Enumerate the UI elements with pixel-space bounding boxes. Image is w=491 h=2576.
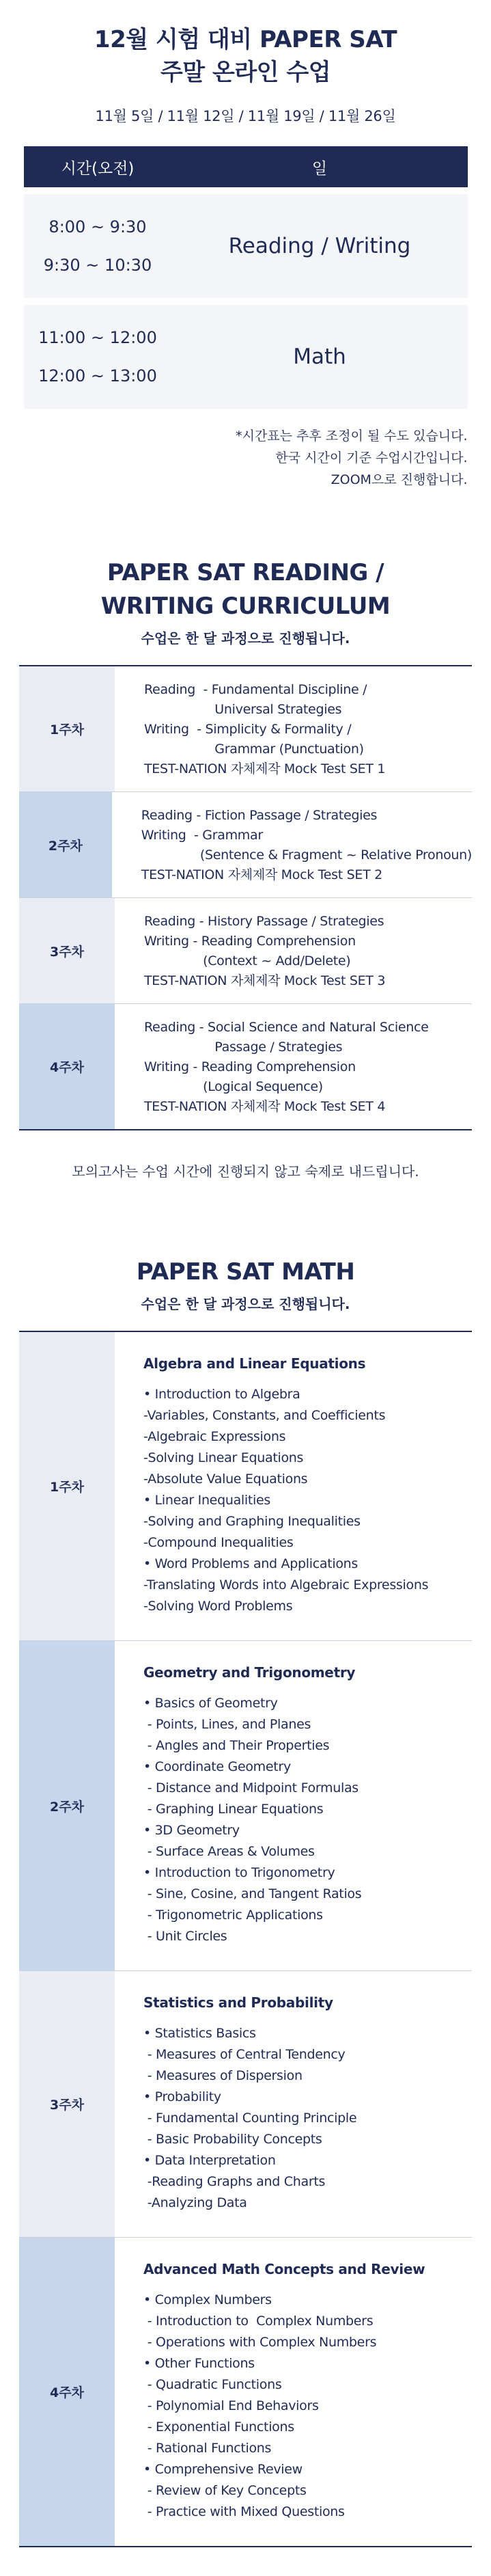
week-label: 3주차 [19, 1971, 115, 2237]
topic-item: -Translating Words into Algebraic Expressions [143, 1577, 429, 1592]
topic-item: • Word Problems and Applications [143, 1556, 358, 1571]
schedule-row-reading [24, 194, 468, 298]
page-title-line1: 12월 시험 대비 PAPER SAT [94, 26, 397, 53]
week-label: 1주차 [19, 1332, 115, 1640]
curriculum-line: TEST-NATION 자체제작 Mock Test SET 4 [144, 1099, 386, 1114]
topic-item: - Introduction to Complex Numbers [143, 2314, 374, 2329]
curriculum-line: Grammar (Punctuation) [144, 742, 364, 757]
schedule-times [24, 305, 172, 409]
topic-item: - Trigonometric Applications [143, 1908, 323, 1923]
topic-item: -Solving Linear Equations [143, 1450, 304, 1465]
schedule-times [24, 194, 172, 298]
topic-item: - Angles and Their Properties [143, 1738, 330, 1753]
week-content [112, 792, 472, 897]
topic-item: - Unit Circles [143, 1929, 227, 1944]
curriculum-line: Reading - History Passage / Strategies [144, 914, 384, 929]
topic-item: • 3D Geometry [143, 1823, 240, 1838]
week-content [115, 898, 472, 1003]
week-label: 4주차 [19, 1004, 115, 1129]
reading-title-line2: WRITING CURRICULUM [100, 593, 391, 620]
math-week-row [19, 1332, 472, 1640]
topic-item: - Graphing Linear Equations [143, 1802, 324, 1817]
topic-item: -Solving and Graphing Inequalities [143, 1514, 361, 1529]
schedule-subject: Math [293, 344, 346, 369]
topic-item: - Polynomial End Behaviors [143, 2398, 319, 2413]
curriculum-line: Reading - Fiction Passage / Strategies [141, 808, 378, 823]
schedule-row-math [24, 305, 468, 409]
topic-item: -Absolute Value Equations [143, 1472, 308, 1487]
topic-item: - Measures of Central Tendency [143, 2047, 346, 2062]
topic-item: -Algebraic Expressions [143, 1429, 286, 1444]
math-subtitle: 수업은 한 달 과정으로 진행됩니다. [141, 1296, 350, 1312]
topic-item: • Introduction to Trigonometry [143, 1865, 335, 1880]
schedule-note: *시간표는 추후 조정이 될 수도 있습니다. [236, 429, 468, 444]
curriculum-line: Reading - Social Science and Natural Science [144, 1020, 429, 1035]
week-content [115, 666, 472, 791]
topic-item: -Reading Graphs and Charts [143, 2174, 326, 2189]
week-content [115, 1004, 472, 1129]
class-dates: 11월 5일 / 11월 12일 / 11월 19일 / 11월 26일 [95, 108, 396, 124]
topic-item: • Statistics Basics [143, 2026, 256, 2041]
curriculum-line: Writing - Reading Comprehension [144, 1059, 356, 1074]
topic-item: - Measures of Dispersion [143, 2068, 303, 2083]
topic-item: - Basic Probability Concepts [143, 2132, 322, 2147]
topic-item: -Solving Word Problems [143, 1599, 293, 1614]
week-label: 2주차 [19, 792, 112, 897]
schedule-note: 한국 시간이 기준 수업시간입니다. [275, 450, 468, 465]
curriculum-line: Writing - Grammar [141, 828, 263, 843]
week-topic: Algebra and Linear Equations [143, 1355, 366, 1372]
topic-item: • Basics of Geometry [143, 1696, 278, 1711]
topic-item: - Rational Functions [143, 2441, 272, 2456]
math-week-row [19, 2237, 472, 2546]
schedule-time: 11:00 ~ 12:00 [38, 328, 157, 347]
week-content [115, 1332, 472, 1640]
topic-item: - Surface Areas & Volumes [143, 1844, 315, 1859]
week-topic: Geometry and Trigonometry [143, 1664, 356, 1681]
curriculum-line: Passage / Strategies [144, 1040, 343, 1055]
reading-subtitle: 수업은 한 달 과정으로 진행됩니다. [141, 630, 350, 647]
topic-item: • Coordinate Geometry [143, 1759, 291, 1774]
reading-week-row [19, 666, 472, 791]
week-label: 4주차 [19, 2238, 115, 2546]
reading-week-row [19, 791, 472, 897]
topic-item: • Probability [143, 2089, 221, 2104]
schedule-time: 8:00 ~ 9:30 [48, 217, 147, 236]
topic-item: -Variables, Constants, and Coefficients [143, 1408, 386, 1423]
curriculum-line: TEST-NATION 자체제작 Mock Test SET 3 [144, 973, 386, 988]
page-title-line2: 주말 온라인 수업 [160, 59, 331, 86]
curriculum-line: (Sentence & Fragment ~ Relative Pronoun) [141, 848, 472, 863]
curriculum-line: Writing - Reading Comprehension [144, 934, 356, 949]
curriculum-line: (Logical Sequence) [144, 1079, 323, 1094]
reading-week-row [19, 1003, 472, 1129]
week-label: 1주차 [19, 666, 115, 791]
header [0, 0, 491, 126]
topic-item: -Analyzing Data [143, 2195, 247, 2210]
schedule-header [24, 146, 468, 187]
schedule-table [24, 146, 468, 409]
reading-footnote: 모의고사는 수업 시간에 진행되지 않고 숙제로 내드립니다. [72, 1163, 419, 1180]
reading-week-row [19, 897, 472, 1003]
schedule-col-time: 시간(오전) [61, 159, 135, 178]
topic-item: • Linear Inequalities [143, 1493, 270, 1508]
week-content [115, 2238, 472, 2546]
topic-item: - Sine, Cosine, and Tangent Ratios [143, 1886, 362, 1901]
week-label: 2주차 [19, 1641, 115, 1970]
topic-item: - Distance and Midpoint Formulas [143, 1780, 359, 1795]
topic-item: - Fundamental Counting Principle [143, 2111, 357, 2126]
curriculum-line: Universal Strategies [144, 702, 342, 717]
curriculum-line: (Context ~ Add/Delete) [144, 953, 351, 968]
topic-item: • Data Interpretation [143, 2153, 276, 2168]
topic-item: - Exponential Functions [143, 2419, 294, 2435]
reading-title-line1: PAPER SAT READING / [107, 559, 384, 586]
curriculum-line: TEST-NATION 자체제작 Mock Test SET 2 [141, 867, 382, 882]
curriculum-line: Reading - Fundamental Discipline / [144, 682, 367, 697]
math-title: PAPER SAT MATH [136, 1258, 355, 1286]
curriculum-line: TEST-NATION 자체제작 Mock Test SET 1 [144, 761, 386, 776]
schedule-notes [24, 425, 468, 491]
topic-item: - Operations with Complex Numbers [143, 2335, 377, 2350]
topic-item: - Points, Lines, and Planes [143, 1717, 311, 1732]
week-content [115, 1971, 472, 2237]
topic-item: • Other Functions [143, 2356, 255, 2371]
math-week-row [19, 1970, 472, 2237]
curriculum-line: Writing - Simplicity & Formality / [144, 722, 352, 737]
topic-item: - Review of Key Concepts [143, 2483, 307, 2498]
reading-curriculum-table [19, 665, 472, 1130]
topic-item: - Quadratic Functions [143, 2377, 282, 2392]
topic-item: • Complex Numbers [143, 2292, 272, 2307]
schedule-time: 9:30 ~ 10:30 [43, 256, 152, 275]
schedule-note: ZOOM으로 진행합니다. [331, 472, 468, 487]
week-topic: Statistics and Probability [143, 1994, 333, 2011]
week-label: 3주차 [19, 898, 115, 1003]
topic-item: - Practice with Mixed Questions [143, 2504, 345, 2519]
schedule-subject: Reading / Writing [228, 234, 411, 258]
week-topic: Advanced Math Concepts and Review [143, 2261, 425, 2277]
topic-item: • Introduction to Algebra [143, 1387, 300, 1402]
math-curriculum-table [19, 1331, 472, 2547]
schedule-col-day: 일 [311, 159, 328, 178]
topic-item: -Compound Inequalities [143, 1535, 294, 1550]
math-week-row [19, 1640, 472, 1970]
week-content [115, 1641, 472, 1970]
schedule-time: 12:00 ~ 13:00 [38, 366, 157, 385]
topic-item: • Comprehensive Review [143, 2462, 303, 2477]
